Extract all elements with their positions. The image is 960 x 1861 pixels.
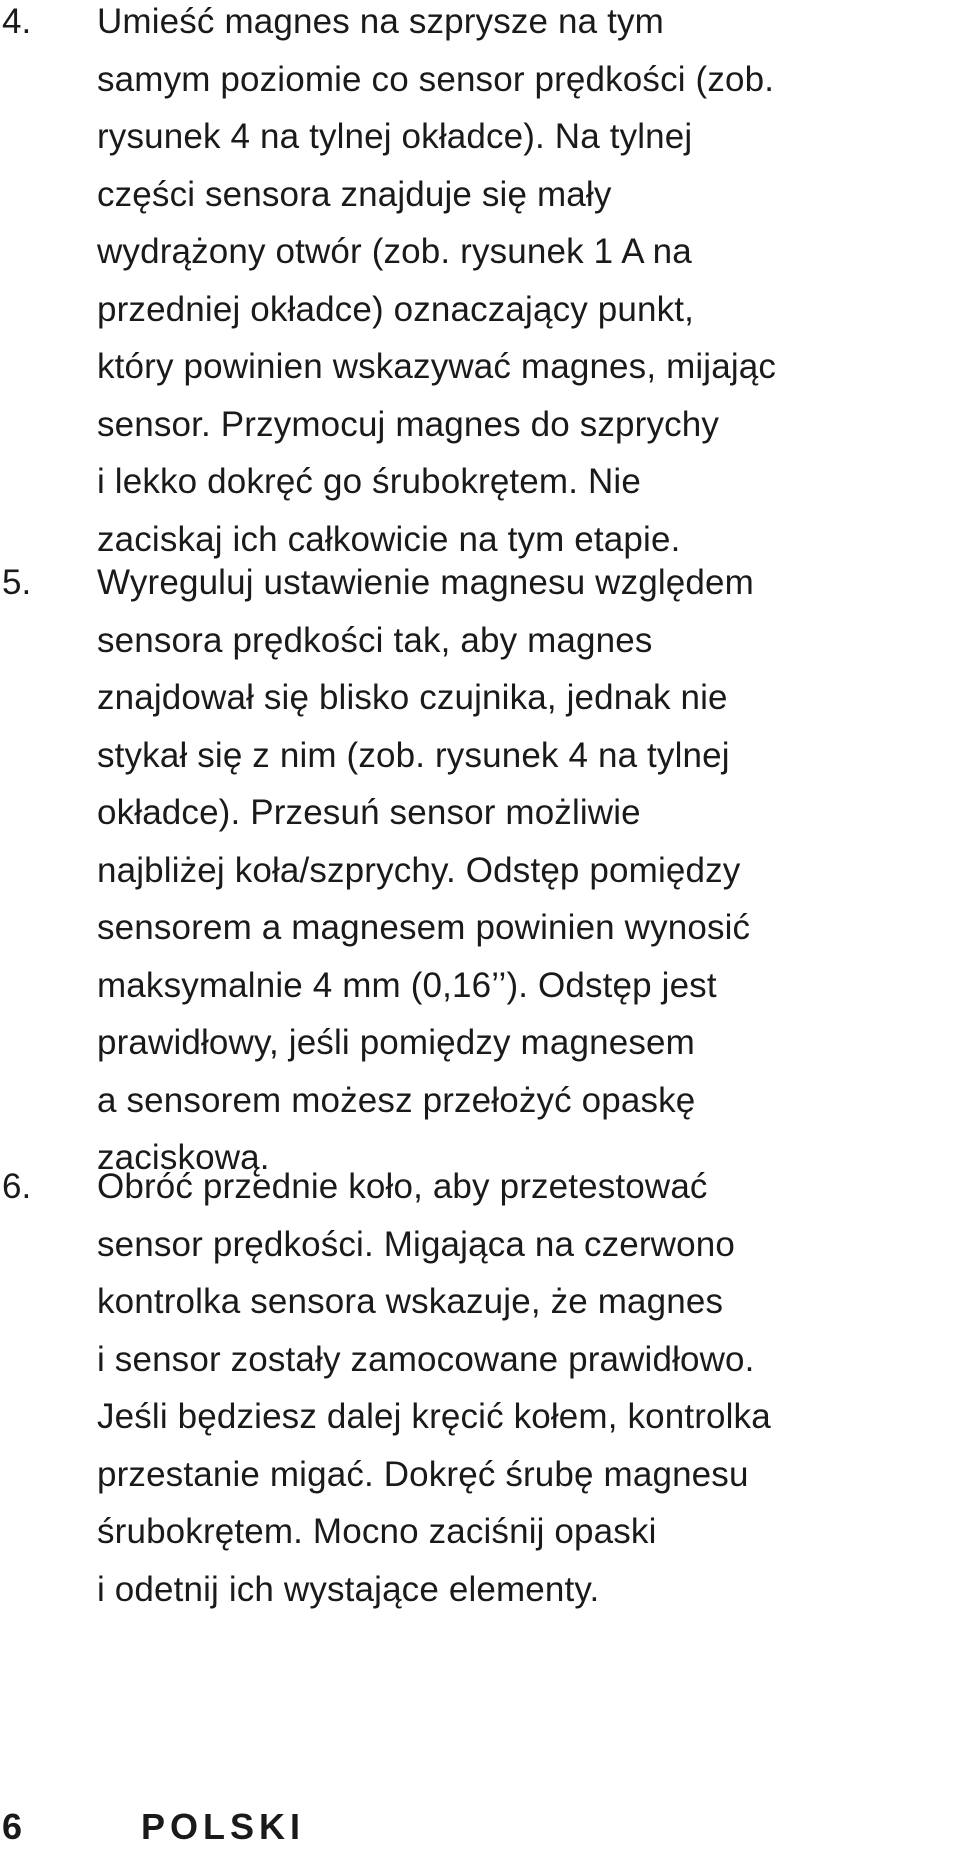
text-line: Jeśli będziesz dalej kręcić kołem, kontrolka [97,1397,771,1436]
text-line: i odetnij ich wystające elementy. [97,1569,600,1609]
text-line: i sensor zostały zamocowane prawidłowo. [97,1339,755,1379]
text-line: stykał się z nim (zob. rysunek 4 na tylnej [97,735,730,775]
text-line: kontrolka sensora wskazuje, że magnes [97,1282,724,1321]
text-line: prawidłowy, jeśli pomiędzy magnesem [97,1023,695,1062]
step-text [97,554,754,1187]
page-footer [0,1803,960,1861]
text-line: najbliżej koła/szprychy. Odstęp pomiędzy [97,850,741,890]
text-line: śrubokrętem. Mocno zaciśnij opaski [97,1512,657,1551]
text-line: znajdował się blisko czujnika, jednak nie [97,678,728,717]
text-line: maksymalnie 4 mm (0,16’’). Odstęp jest [97,965,717,1005]
text-line: Umieść magnes na szprysze na tym [97,2,664,41]
text-line: a sensorem możesz przełożyć opaskę [97,1080,696,1120]
text-line: który powinien wskazywać magnes, mijając [97,347,777,386]
page-number: 6 [2,1806,23,1847]
text-line: Wyreguluj ustawienie magnesu względem [97,563,754,602]
text-line: zaciskaj ich całkowicie na tym etapie. [97,519,681,559]
section-title: POLSKI [141,1806,306,1847]
text-line: przedniej okładce) oznaczający punkt, [97,289,694,329]
text-line: okładce). Przesuń sensor możliwie [97,793,641,832]
step-number: 6. [2,1167,32,1206]
step-number: 5. [2,563,32,602]
step-text [97,0,776,568]
text-line: samym poziomie co sensor prędkości (zob. [97,59,775,99]
text-line: sensorem a magnesem powinien wynosić [97,908,751,947]
text-line: i lekko dokręć go śrubokrętem. Nie [97,462,641,501]
text-line: rysunek 4 na tylnej okładce). Na tylnej [97,117,693,156]
text-line: sensora prędkości tak, aby magnes [97,620,653,660]
text-line: Obróć przednie koło, aby przetestować [97,1167,708,1206]
text-line: wydrążony otwór (zob. rysunek 1 A na [97,232,692,271]
text-line: sensor prędkości. Migająca na czerwono [97,1224,735,1264]
step-number: 4. [2,2,32,41]
text-line: sensor. Przymocuj magnes do szprychy [97,404,720,444]
step-text [97,1158,771,1618]
text-line: części sensora znajduje się mały [97,174,612,214]
text-line: przestanie migać. Dokręć śrubę magnesu [97,1454,749,1494]
text-line: zaciskową. [97,1138,270,1177]
